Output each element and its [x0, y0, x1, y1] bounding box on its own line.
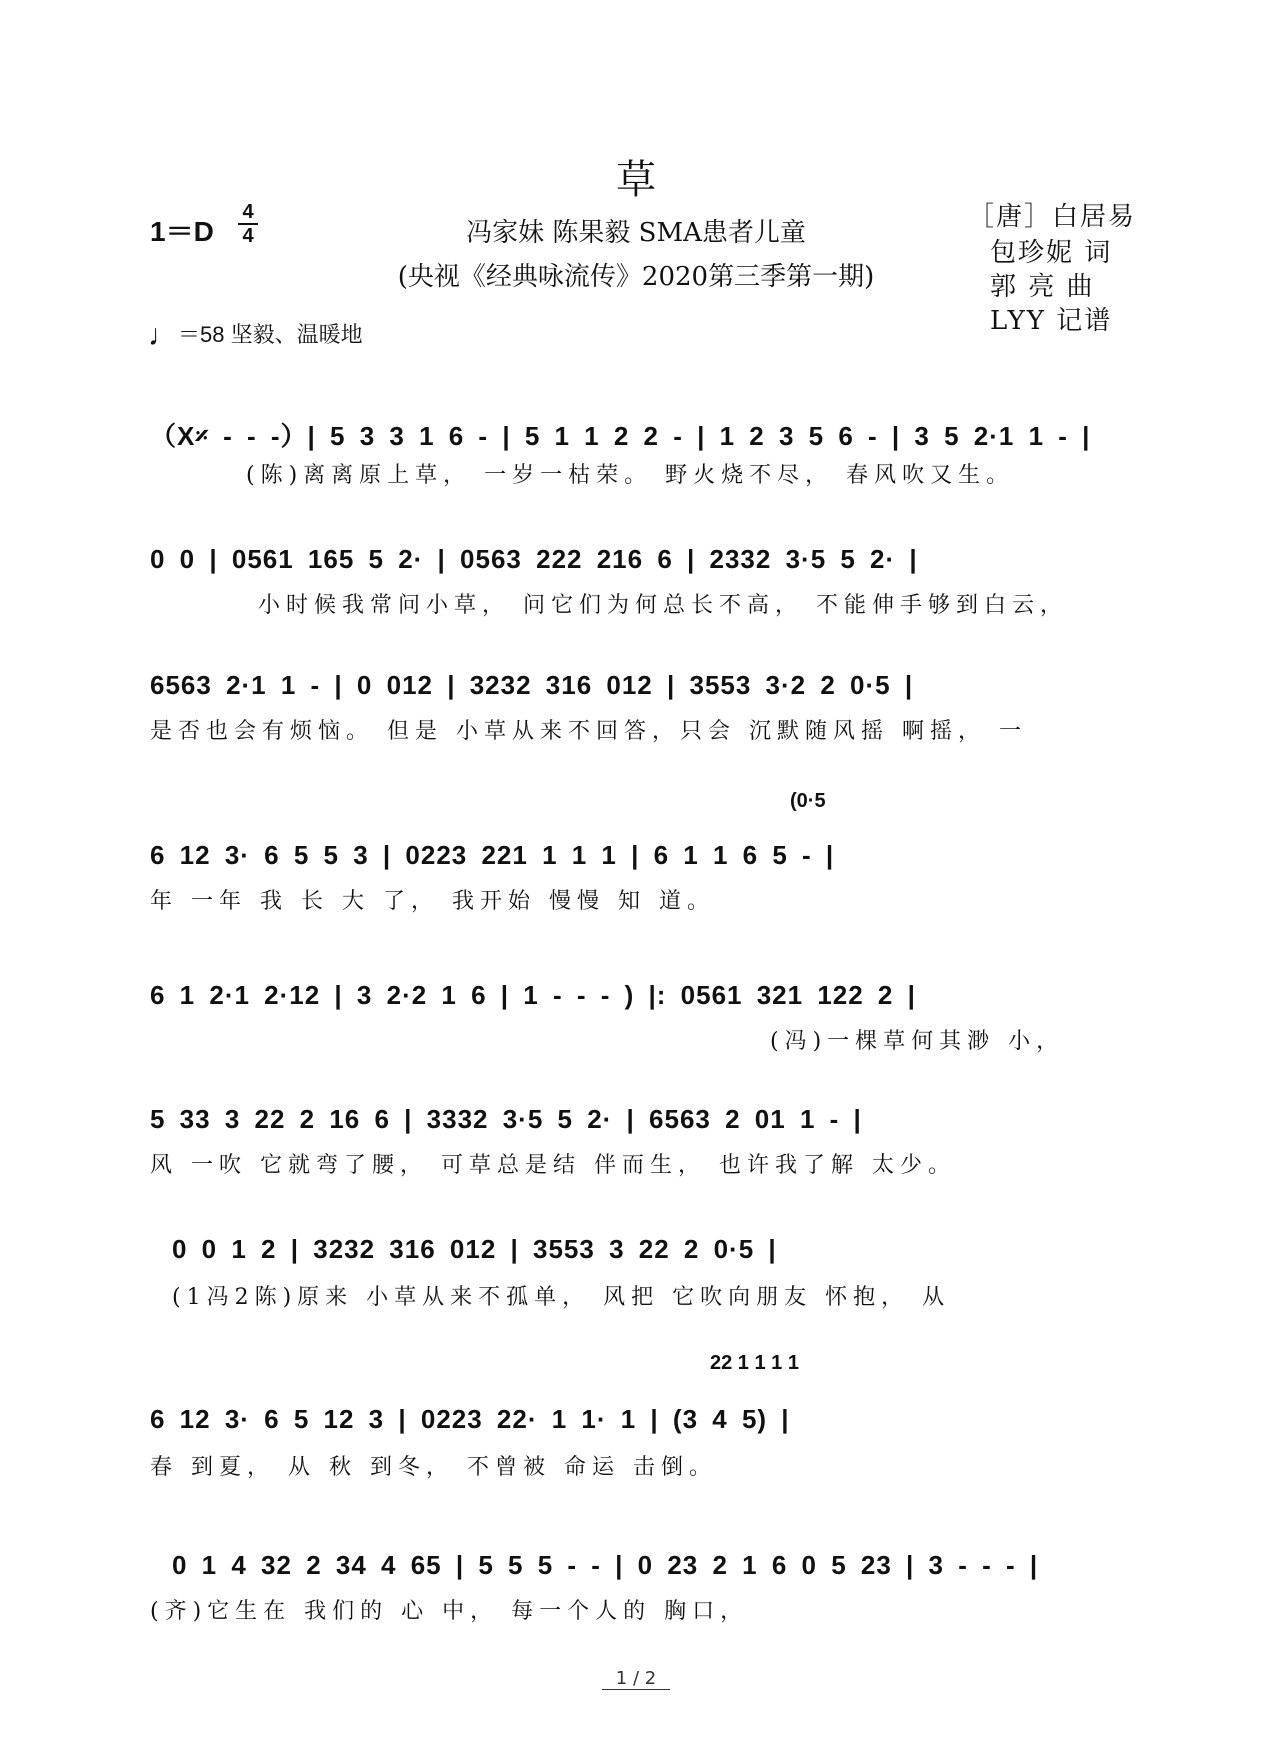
- notation-annotation-8: 22 1 1 1 1: [710, 1352, 799, 1374]
- notation-annotation-4: (0·5: [790, 790, 826, 812]
- tempo-expression: 坚毅、温暖地: [230, 322, 363, 347]
- notation-line-2: 0 0 | 0561 165 5 2· | 0563 222 216 6 | 2332 3·5 5 2· |: [150, 544, 918, 574]
- program-info: (央视《经典咏流传》2020第三季第一期): [397, 262, 875, 292]
- notation-line-3: 6563 2·1 1 - | 0 012 | 3232 316 012 | 3553 3·2 2 0·5 |: [150, 670, 914, 700]
- lyrics-line-8: 春 到夏， 从 秋 到冬， 不曾被 命运 击倒。: [150, 1455, 717, 1480]
- notation-line-7: 0 0 1 2 | 3232 316 012 | 3553 3 22 2 0·5 |: [172, 1234, 777, 1264]
- song-title: 草: [616, 157, 656, 203]
- credit-lyrics: 包珍妮 词: [990, 238, 1113, 268]
- lyrics-line-6: 风 一吹 它就弯了腰， 可草总是结 伴而生， 也许我了解 太少。: [150, 1153, 956, 1178]
- performers: 冯家妹 陈果毅 SMA患者儿童: [466, 218, 806, 248]
- lyrics-line-5: (冯)一棵草何其渺 小，: [770, 1029, 1065, 1054]
- notation-line-1: （X𝄎 - - -）| 5 3 3 1 6 - | 5 1 1 2 2 - | 1 2 3 5 6 - | 3 5 2·1 1 - |: [150, 421, 1091, 451]
- credit-music: 郭 亮 曲: [990, 272, 1095, 302]
- notation-line-4: 6 12 3· 6 5 5 3 | 0223 221 1 1 1 | 6 1 1 6 5 - |: [150, 840, 835, 870]
- lyrics-line-7: (1冯2陈)原来 小草从来不孤单， 风把 它吹向朋友 怀抱， 从: [172, 1285, 951, 1310]
- time-signature-bottom: 4: [242, 225, 254, 247]
- notation-line-6: 5 33 3 22 2 16 6 | 3332 3·5 5 2· | 6563 2 01 1 - |: [150, 1104, 862, 1134]
- credit-poet: ［唐］白居易: [968, 202, 1137, 232]
- lyrics-line-1: (陈)离离原上草， 一岁一枯荣。 野火烧不尽， 春风吹又生。: [246, 463, 1015, 488]
- time-signature-top: 4: [242, 201, 254, 223]
- quarter-note-icon: ♩: [148, 319, 178, 352]
- lyrics-line-4: 年 一年 我 长 大 了， 我开始 慢慢 知 道。: [150, 889, 715, 914]
- notation-line-9: 0 1 4 32 2 34 4 65 | 5 5 5 - - | 0 23 2 1 6 0 5 23 | 3 - - - |: [172, 1550, 1039, 1580]
- page-number-text: 1 / 2: [602, 1668, 670, 1690]
- tempo-value: ＝58: [178, 322, 225, 347]
- page-number: [0, 1668, 1272, 1689]
- notation-line-5: 6 1 2·1 2·12 | 3 2·2 1 6 | 1 - - - ) |: 0561 321 122 2 |: [150, 980, 916, 1010]
- key-signature: 1＝D: [150, 216, 214, 247]
- lyrics-line-2: 小时候我常问小草， 问它们为何总长不高， 不能伸手够到白云，: [258, 593, 1068, 618]
- credit-score: LYY 记谱: [990, 306, 1113, 336]
- lyrics-line-3: 是否也会有烦恼。 但是 小草从来不回答，只会 沉默随风摇 啊摇， 一: [150, 719, 1027, 744]
- lyrics-line-9: (齐)它生在 我们的 心 中， 每一个人的 胸口，: [150, 1599, 749, 1624]
- tempo-marking: [148, 318, 363, 353]
- notation-line-8: 6 12 3· 6 5 12 3 | 0223 22· 1 1· 1 | (3 4 5) |: [150, 1404, 790, 1434]
